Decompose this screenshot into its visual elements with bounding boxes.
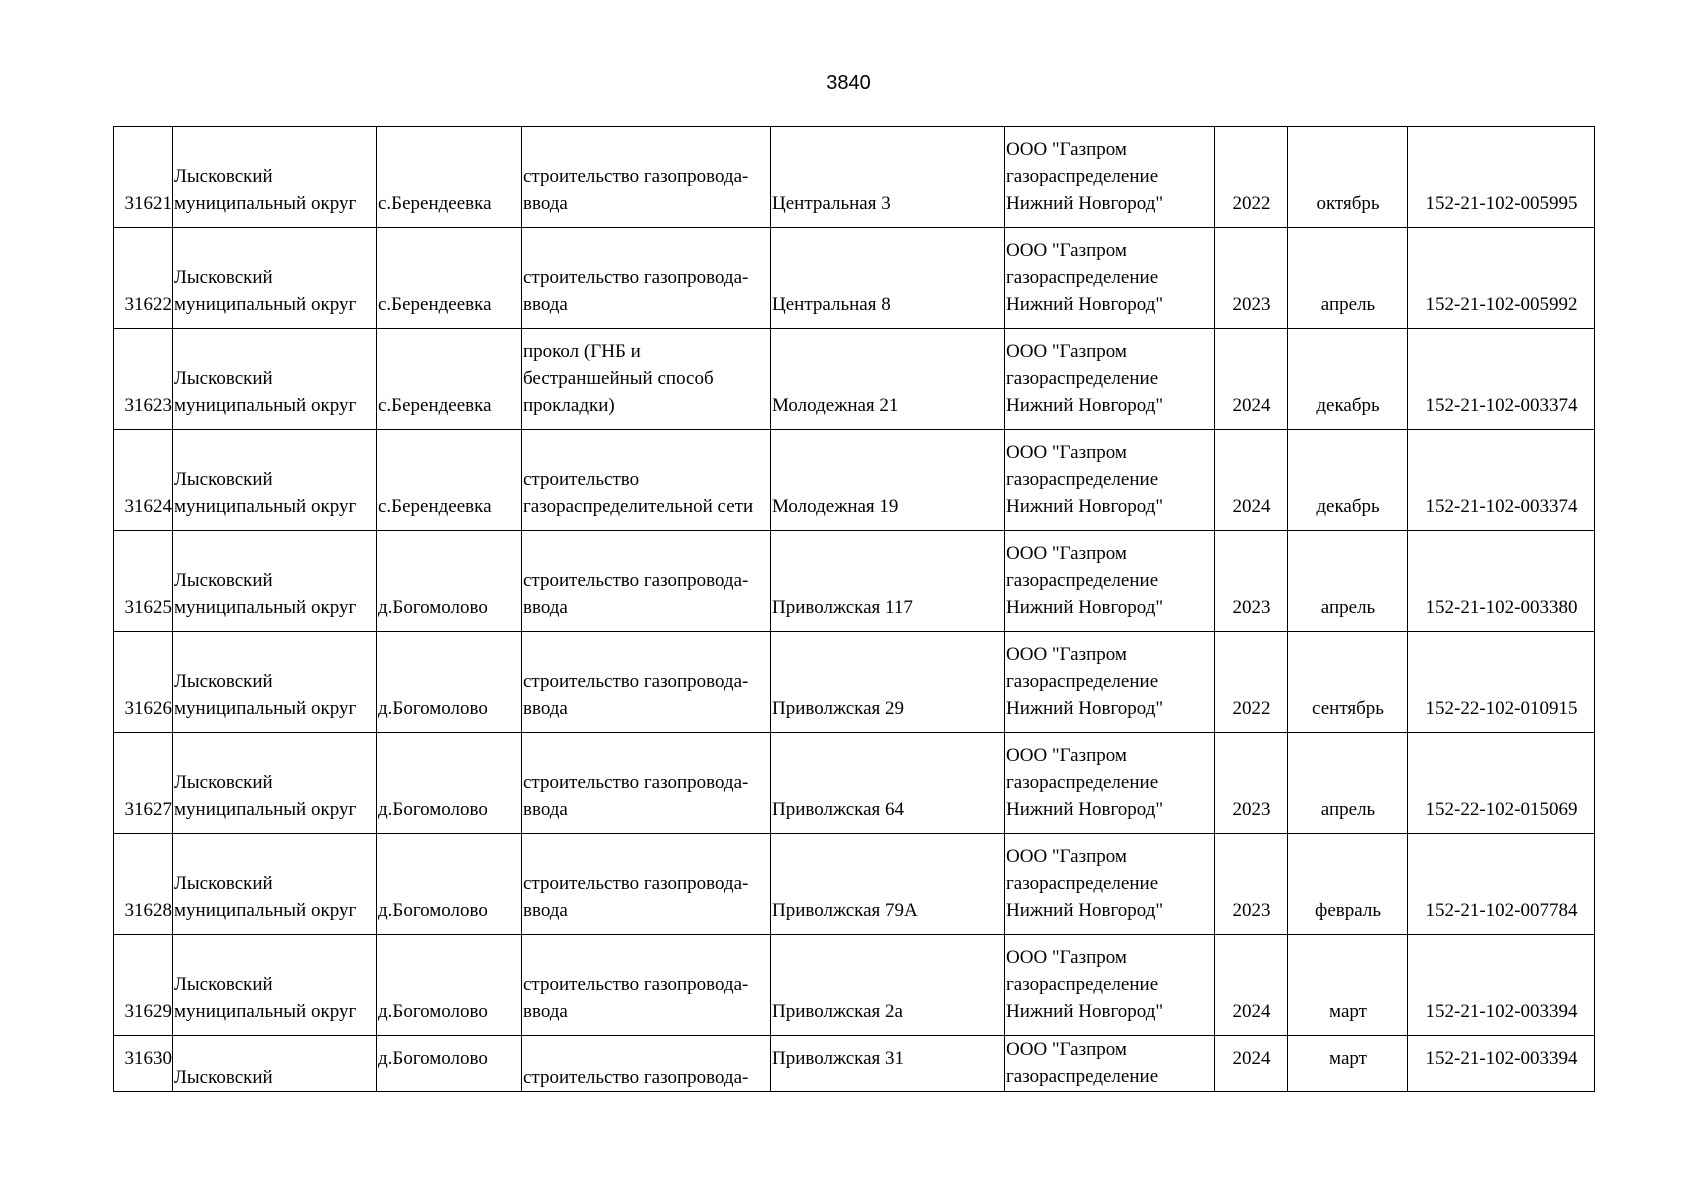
address-cell-text: Приволжская 117 (772, 597, 913, 618)
district-cell (173, 329, 377, 430)
work-type-cell (522, 834, 771, 935)
table-row (114, 127, 1595, 228)
organization-cell (1005, 935, 1215, 1036)
object-code-cell-text: 152-21-102-003394 (1425, 1048, 1578, 1069)
address-cell (771, 1036, 1005, 1092)
organization-cell (1005, 329, 1215, 430)
district-cell (173, 1036, 377, 1092)
work-type-cell-text: строительство газопровода-ввода (523, 570, 749, 618)
row-number (114, 834, 173, 935)
organization-cell-text: ООО "Газпром газораспределение (1006, 1039, 1159, 1087)
settlement-cell (377, 430, 522, 531)
object-code-cell-text: 152-22-102-015069 (1425, 799, 1578, 820)
year-cell-text: 2023 (1232, 900, 1271, 921)
work-type-cell (522, 228, 771, 329)
organization-cell-text: ООО "Газпром газораспределение Нижний Новгород" (1006, 846, 1164, 921)
organization-cell (1005, 733, 1215, 834)
address-cell (771, 228, 1005, 329)
district-cell-text: Лысковский муниципальный округ (174, 570, 357, 618)
district-cell (173, 127, 377, 228)
organization-cell (1005, 228, 1215, 329)
organization-cell-text: ООО "Газпром газораспределение Нижний Новгород" (1006, 745, 1164, 820)
organization-cell-text: ООО "Газпром газораспределение Нижний Новгород" (1006, 947, 1164, 1022)
work-type-cell (522, 1036, 771, 1092)
district-cell (173, 733, 377, 834)
settlement-cell-text: д.Богомолово (378, 900, 488, 921)
month-cell (1288, 329, 1408, 430)
year-cell-text: 2024 (1232, 1048, 1271, 1069)
settlement-cell-text: д.Богомолово (378, 799, 488, 820)
address-cell (771, 834, 1005, 935)
year-cell-text: 2022 (1232, 698, 1271, 719)
table-row (114, 430, 1595, 531)
month-cell (1288, 834, 1408, 935)
address-cell (771, 733, 1005, 834)
registry-rows (114, 127, 1595, 1092)
table-row (114, 1036, 1595, 1092)
table-row (114, 935, 1595, 1036)
year-cell-text: 2022 (1232, 193, 1271, 214)
month-cell-text: апрель (1320, 597, 1376, 618)
year-cell (1215, 228, 1288, 329)
settlement-cell (377, 834, 522, 935)
district-cell-text: Лысковский муниципальный округ (174, 469, 357, 517)
organization-cell-text: ООО "Газпром газораспределение Нижний Новгород" (1006, 341, 1164, 416)
district-cell-text: Лысковский муниципальный округ (174, 166, 357, 214)
row-number-text: 31622 (124, 294, 172, 315)
year-cell (1215, 935, 1288, 1036)
object-code-cell-text: 152-21-102-007784 (1425, 900, 1578, 921)
district-cell (173, 228, 377, 329)
table-row (114, 329, 1595, 430)
row-number-text: 31623 (124, 395, 172, 416)
work-type-cell-text: строительство газопровода-ввода (523, 166, 749, 214)
organization-cell (1005, 430, 1215, 531)
organization-cell-text: ООО "Газпром газораспределение Нижний Новгород" (1006, 442, 1164, 517)
organization-cell-text: ООО "Газпром газораспределение Нижний Новгород" (1006, 240, 1164, 315)
object-code-cell-text: 152-21-102-003374 (1425, 395, 1578, 416)
settlement-cell (377, 329, 522, 430)
address-cell-text: Центральная 8 (772, 294, 891, 315)
row-number (114, 329, 173, 430)
object-code-cell (1408, 127, 1595, 228)
year-cell-text: 2023 (1232, 799, 1271, 820)
settlement-cell-text: д.Богомолово (378, 1048, 488, 1069)
row-number (114, 430, 173, 531)
address-cell-text: Приволжская 2а (772, 1001, 903, 1022)
object-code-cell (1408, 430, 1595, 531)
row-number (114, 935, 173, 1036)
district-cell-text: Лысковский муниципальный округ (174, 671, 357, 719)
work-type-cell (522, 632, 771, 733)
row-number-text: 31626 (124, 698, 172, 719)
address-cell (771, 531, 1005, 632)
work-type-cell (522, 329, 771, 430)
row-number (114, 531, 173, 632)
year-cell-text: 2023 (1232, 294, 1271, 315)
address-cell-text: Молодежная 19 (772, 496, 899, 517)
row-number-text: 31627 (124, 799, 172, 820)
month-cell-text: апрель (1320, 799, 1376, 820)
settlement-cell-text: д.Богомолово (378, 1001, 488, 1022)
month-cell-text: апрель (1320, 294, 1376, 315)
district-cell (173, 531, 377, 632)
settlement-cell-text: с.Берендеевка (378, 395, 492, 416)
month-cell-text: март (1329, 1001, 1367, 1022)
district-cell-text: Лысковский (174, 1067, 273, 1088)
address-cell-text: Приволжская 64 (772, 799, 905, 820)
work-type-cell (522, 430, 771, 531)
object-code-cell-text: 152-21-102-003394 (1425, 1001, 1578, 1022)
year-cell (1215, 1036, 1288, 1092)
work-type-cell (522, 531, 771, 632)
settlement-cell-text: д.Богомолово (378, 597, 488, 618)
district-cell (173, 430, 377, 531)
month-cell-text: декабрь (1316, 496, 1380, 517)
object-code-cell (1408, 531, 1595, 632)
row-number (114, 228, 173, 329)
year-cell (1215, 329, 1288, 430)
object-code-cell (1408, 733, 1595, 834)
organization-cell-text: ООО "Газпром газораспределение Нижний Новгород" (1006, 139, 1164, 214)
settlement-cell-text: с.Берендеевка (378, 496, 492, 517)
address-cell (771, 430, 1005, 531)
district-cell-text: Лысковский муниципальный округ (174, 974, 357, 1022)
registry-table (113, 126, 1595, 1092)
year-cell (1215, 834, 1288, 935)
work-type-cell-text: строительство газопровода-ввода (523, 267, 749, 315)
address-cell-text: Центральная 3 (772, 193, 891, 214)
work-type-cell-text: строительство газопровода-ввода (523, 873, 749, 921)
address-cell (771, 935, 1005, 1036)
work-type-cell-text: строительство газопровода- (523, 1067, 749, 1088)
work-type-cell-text: прокол (ГНБ и бестраншейный способ прокладки) (523, 341, 714, 416)
work-type-cell (522, 733, 771, 834)
organization-cell (1005, 127, 1215, 228)
address-cell (771, 329, 1005, 430)
district-cell (173, 632, 377, 733)
organization-cell-text: ООО "Газпром газораспределение Нижний Новгород" (1006, 644, 1164, 719)
settlement-cell (377, 1036, 522, 1092)
object-code-cell (1408, 228, 1595, 329)
table-row (114, 228, 1595, 329)
address-cell-text: Приволжская 31 (772, 1048, 905, 1069)
month-cell (1288, 935, 1408, 1036)
row-number-text: 31629 (124, 1001, 172, 1022)
year-cell-text: 2024 (1232, 496, 1271, 517)
month-cell (1288, 531, 1408, 632)
settlement-cell (377, 127, 522, 228)
district-cell-text: Лысковский муниципальный округ (174, 873, 357, 921)
year-cell-text: 2024 (1232, 395, 1271, 416)
row-number (114, 1036, 173, 1092)
month-cell (1288, 228, 1408, 329)
organization-cell (1005, 632, 1215, 733)
month-cell (1288, 127, 1408, 228)
district-cell-text: Лысковский муниципальный округ (174, 368, 357, 416)
settlement-cell (377, 531, 522, 632)
row-number (114, 733, 173, 834)
month-cell-text: октябрь (1316, 193, 1380, 214)
row-number-text: 31628 (124, 900, 172, 921)
address-cell (771, 632, 1005, 733)
settlement-cell (377, 228, 522, 329)
object-code-cell-text: 152-21-102-003380 (1425, 597, 1578, 618)
settlement-cell (377, 632, 522, 733)
work-type-cell-text: строительство газопровода-ввода (523, 671, 749, 719)
organization-cell (1005, 1036, 1215, 1092)
year-cell (1215, 430, 1288, 531)
work-type-cell-text: строительство газопровода-ввода (523, 772, 749, 820)
organization-cell (1005, 834, 1215, 935)
object-code-cell (1408, 632, 1595, 733)
district-cell-text: Лысковский муниципальный округ (174, 772, 357, 820)
organization-cell (1005, 531, 1215, 632)
work-type-cell-text: строительство газораспределительной сети (523, 469, 754, 517)
table-row (114, 632, 1595, 733)
year-cell (1215, 127, 1288, 228)
work-type-cell (522, 935, 771, 1036)
page-number: 3840 (826, 72, 871, 94)
row-number (114, 127, 173, 228)
settlement-cell (377, 935, 522, 1036)
address-cell (771, 127, 1005, 228)
organization-cell-text: ООО "Газпром газораспределение Нижний Новгород" (1006, 543, 1164, 618)
object-code-cell (1408, 935, 1595, 1036)
work-type-cell-text: строительство газопровода-ввода (523, 974, 749, 1022)
object-code-cell-text: 152-21-102-005995 (1425, 193, 1578, 214)
object-code-cell-text: 152-21-102-005992 (1425, 294, 1578, 315)
row-number-text: 31624 (124, 496, 172, 517)
row-number-text: 31621 (124, 193, 172, 214)
table-row (114, 834, 1595, 935)
address-cell-text: Молодежная 21 (772, 395, 899, 416)
object-code-cell (1408, 329, 1595, 430)
district-cell-text: Лысковский муниципальный округ (174, 267, 357, 315)
object-code-cell (1408, 1036, 1595, 1092)
address-cell-text: Приволжская 79А (772, 900, 918, 921)
month-cell (1288, 733, 1408, 834)
settlement-cell-text: д.Богомолово (378, 698, 488, 719)
year-cell (1215, 632, 1288, 733)
settlement-cell-text: с.Берендеевка (378, 294, 492, 315)
row-number-text: 31625 (124, 597, 172, 618)
settlement-cell (377, 733, 522, 834)
table-row (114, 733, 1595, 834)
object-code-cell-text: 152-21-102-003374 (1425, 496, 1578, 517)
row-number (114, 632, 173, 733)
month-cell (1288, 632, 1408, 733)
month-cell-text: март (1329, 1048, 1367, 1069)
month-cell-text: февраль (1315, 900, 1381, 921)
settlement-cell-text: с.Берендеевка (378, 193, 492, 214)
district-cell (173, 935, 377, 1036)
year-cell (1215, 733, 1288, 834)
district-cell (173, 834, 377, 935)
year-cell-text: 2024 (1232, 1001, 1271, 1022)
year-cell (1215, 531, 1288, 632)
row-number-text: 31630 (124, 1048, 172, 1069)
year-cell-text: 2023 (1232, 597, 1271, 618)
table-row (114, 531, 1595, 632)
month-cell-text: сентябрь (1312, 698, 1384, 719)
object-code-cell (1408, 834, 1595, 935)
month-cell (1288, 430, 1408, 531)
address-cell-text: Приволжская 29 (772, 698, 905, 719)
object-code-cell-text: 152-22-102-010915 (1425, 698, 1578, 719)
month-cell-text: декабрь (1316, 395, 1380, 416)
work-type-cell (522, 127, 771, 228)
month-cell (1288, 1036, 1408, 1092)
